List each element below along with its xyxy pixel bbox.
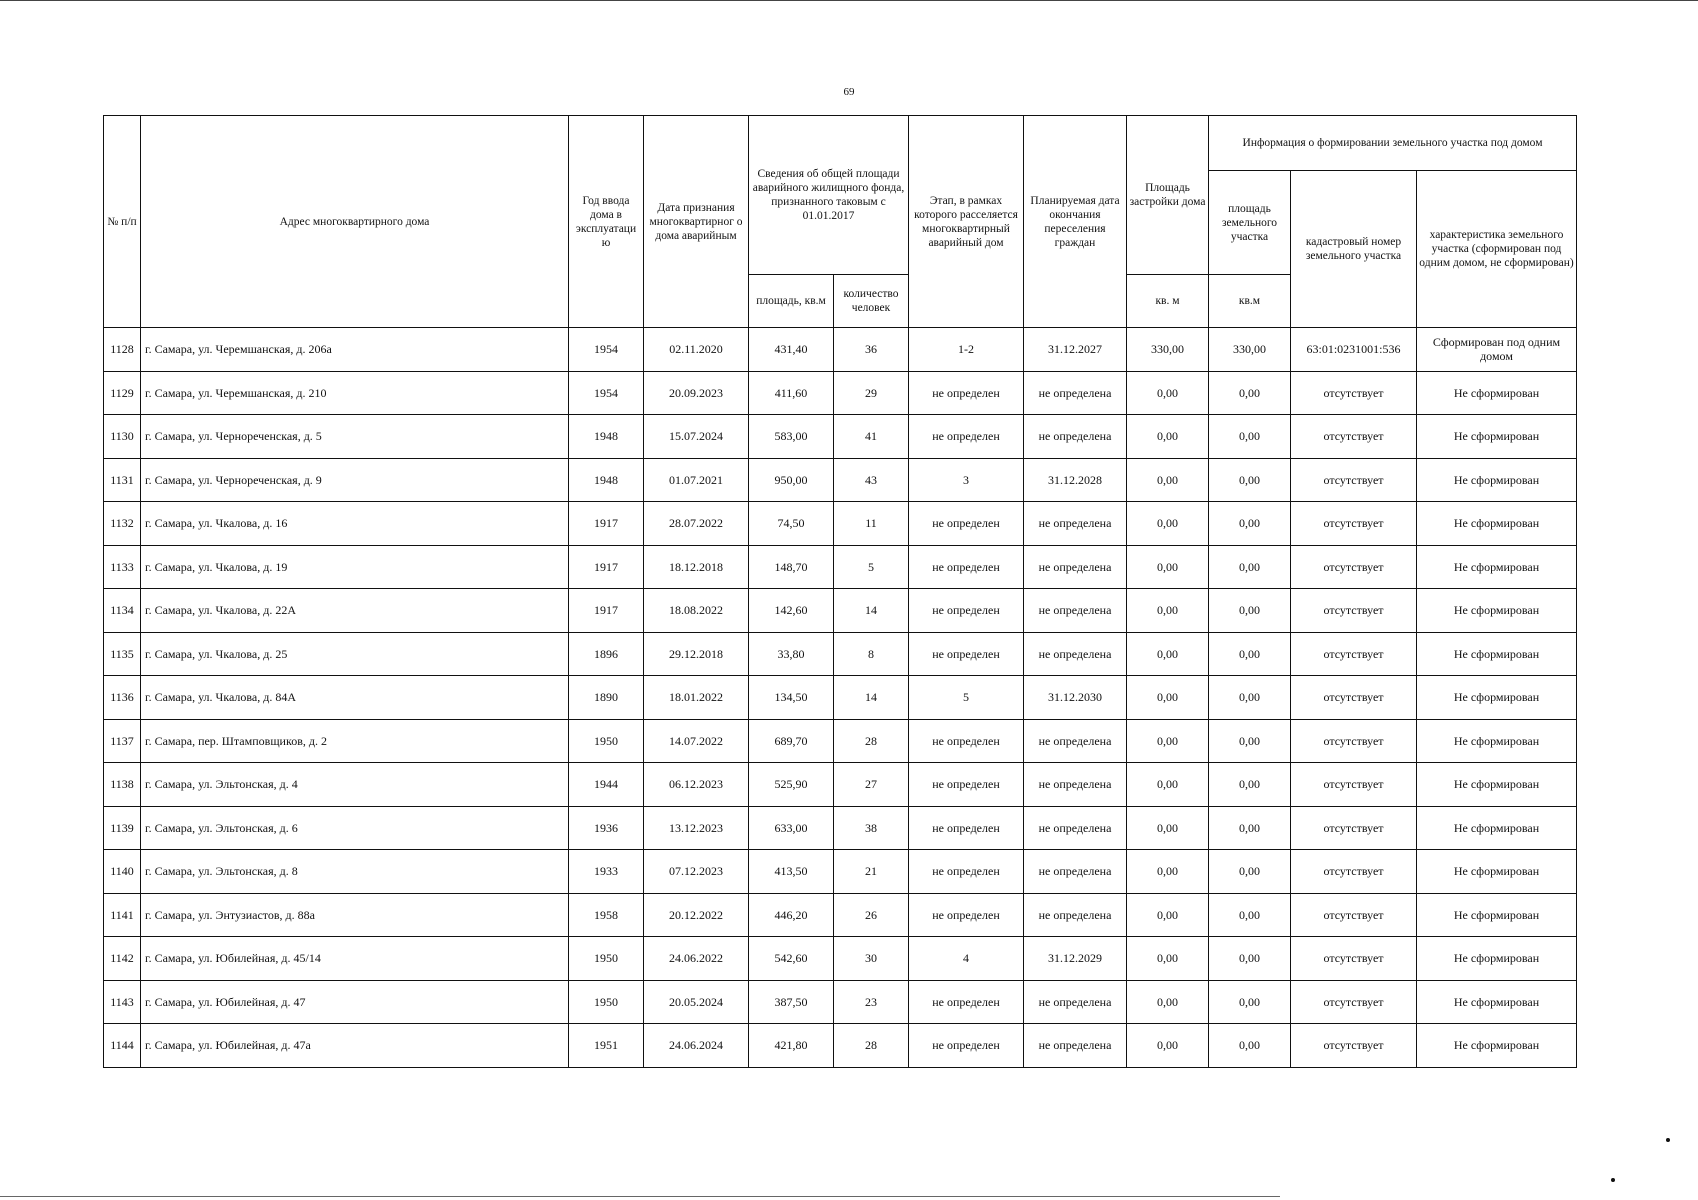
row-planned-date: не определена: [1024, 502, 1127, 546]
row-area: 148,70: [749, 545, 834, 589]
row-stage: не определен: [909, 1024, 1024, 1068]
row-land-area: 0,00: [1209, 763, 1291, 807]
row-address: г. Самара, ул. Эльтонская, д. 6: [141, 806, 569, 850]
row-address: г. Самара, ул. Чкалова, д. 16: [141, 502, 569, 546]
header-people: количество человек: [834, 275, 909, 328]
row-built-area: 0,00: [1127, 1024, 1209, 1068]
row-people: 28: [834, 719, 909, 763]
row-land-area: 0,00: [1209, 937, 1291, 981]
row-land-area: 0,00: [1209, 719, 1291, 763]
row-planned-date: не определена: [1024, 415, 1127, 459]
row-status: Не сформирован: [1417, 589, 1577, 633]
row-address: г. Самара, ул. Чкалова, д. 19: [141, 545, 569, 589]
header-stage: Этап, в рамках которого расселяется многоквартирный аварийный дом: [909, 116, 1024, 328]
row-status: Не сформирован: [1417, 676, 1577, 720]
row-recognition-date: 28.07.2022: [644, 502, 749, 546]
table-row: [104, 328, 1577, 372]
scan-dot: [1666, 1138, 1670, 1142]
row-recognition-date: 07.12.2023: [644, 850, 749, 894]
row-recognition-date: 29.12.2018: [644, 632, 749, 676]
table-body: [104, 328, 1577, 1068]
row-recognition-date: 18.01.2022: [644, 676, 749, 720]
row-built-area: 0,00: [1127, 893, 1209, 937]
row-stage: не определен: [909, 632, 1024, 676]
row-address: г. Самара, ул. Черемшанская, д. 206а: [141, 328, 569, 372]
row-address: г. Самара, ул. Энтузиастов, д. 88а: [141, 893, 569, 937]
header-land-area: площадь земельного участка: [1209, 171, 1291, 275]
table-row: [104, 632, 1577, 676]
row-cadastral: отсутствует: [1291, 458, 1417, 502]
row-people: 41: [834, 415, 909, 459]
row-address: г. Самара, ул. Черемшанская, д. 210: [141, 371, 569, 415]
row-year: 1950: [569, 980, 644, 1024]
row-built-area: 0,00: [1127, 545, 1209, 589]
row-stage: не определен: [909, 806, 1024, 850]
row-area: 525,90: [749, 763, 834, 807]
row-year: 1954: [569, 328, 644, 372]
table-row: [104, 502, 1577, 546]
row-planned-date: 31.12.2029: [1024, 937, 1127, 981]
header-cadastral: кадастровый номер земельного участка: [1291, 171, 1417, 328]
row-land-area: 0,00: [1209, 980, 1291, 1024]
row-cadastral: отсутствует: [1291, 371, 1417, 415]
row-year: 1944: [569, 763, 644, 807]
row-area: 689,70: [749, 719, 834, 763]
row-recognition-date: 18.12.2018: [644, 545, 749, 589]
row-address: г. Самара, ул. Эльтонская, д. 4: [141, 763, 569, 807]
row-stage: не определен: [909, 763, 1024, 807]
row-cadastral: отсутствует: [1291, 893, 1417, 937]
row-stage: не определен: [909, 589, 1024, 633]
row-address: г. Самара, ул. Чернореченская, д. 5: [141, 415, 569, 459]
row-cadastral: отсутствует: [1291, 763, 1417, 807]
row-number: 1142: [104, 937, 141, 981]
row-status: Не сформирован: [1417, 371, 1577, 415]
row-land-area: 0,00: [1209, 371, 1291, 415]
table-row: [104, 589, 1577, 633]
row-status: Не сформирован: [1417, 719, 1577, 763]
row-cadastral: отсутствует: [1291, 1024, 1417, 1068]
row-planned-date: не определена: [1024, 632, 1127, 676]
row-area: 134,50: [749, 676, 834, 720]
row-address: г. Самара, ул. Чкалова, д. 22А: [141, 589, 569, 633]
row-people: 43: [834, 458, 909, 502]
row-built-area: 0,00: [1127, 937, 1209, 981]
row-status: Не сформирован: [1417, 545, 1577, 589]
row-land-area: 330,00: [1209, 328, 1291, 372]
row-people: 36: [834, 328, 909, 372]
row-address: г. Самара, ул. Юбилейная, д. 47: [141, 980, 569, 1024]
row-year: 1950: [569, 937, 644, 981]
row-land-area: 0,00: [1209, 893, 1291, 937]
row-area: 413,50: [749, 850, 834, 894]
row-status: Не сформирован: [1417, 1024, 1577, 1068]
row-recognition-date: 14.07.2022: [644, 719, 749, 763]
row-planned-date: не определена: [1024, 371, 1127, 415]
table-row: [104, 371, 1577, 415]
row-land-area: 0,00: [1209, 1024, 1291, 1068]
table-row: [104, 850, 1577, 894]
row-planned-date: не определена: [1024, 806, 1127, 850]
row-built-area: 0,00: [1127, 415, 1209, 459]
row-number: 1134: [104, 589, 141, 633]
row-planned-date: не определена: [1024, 980, 1127, 1024]
header-land-area-unit: кв.м: [1209, 275, 1291, 328]
table-row: [104, 415, 1577, 459]
row-cadastral: отсутствует: [1291, 850, 1417, 894]
row-number: 1139: [104, 806, 141, 850]
header-built-area: Площадь застройки дома: [1127, 116, 1209, 275]
row-built-area: 0,00: [1127, 806, 1209, 850]
row-land-area: 0,00: [1209, 545, 1291, 589]
emergency-housing-table: [103, 115, 1577, 1068]
row-recognition-date: 20.05.2024: [644, 980, 749, 1024]
table-row: [104, 458, 1577, 502]
row-status: Не сформирован: [1417, 458, 1577, 502]
row-cadastral: отсутствует: [1291, 415, 1417, 459]
row-year: 1917: [569, 502, 644, 546]
row-status: Сформирован под одним домом: [1417, 328, 1577, 372]
row-planned-date: 31.12.2027: [1024, 328, 1127, 372]
row-built-area: 330,00: [1127, 328, 1209, 372]
row-built-area: 0,00: [1127, 763, 1209, 807]
row-planned-date: не определена: [1024, 850, 1127, 894]
table-row: [104, 719, 1577, 763]
row-stage: не определен: [909, 545, 1024, 589]
row-status: Не сформирован: [1417, 502, 1577, 546]
row-number: 1141: [104, 893, 141, 937]
row-year: 1958: [569, 893, 644, 937]
row-area: 411,60: [749, 371, 834, 415]
header-year: Год ввода дома в эксплуатаци ю: [569, 116, 644, 328]
row-people: 30: [834, 937, 909, 981]
row-stage: 3: [909, 458, 1024, 502]
row-recognition-date: 20.12.2022: [644, 893, 749, 937]
table-row: [104, 937, 1577, 981]
row-number: 1131: [104, 458, 141, 502]
row-status: Не сформирован: [1417, 850, 1577, 894]
row-planned-date: не определена: [1024, 763, 1127, 807]
header-recognition-date: Дата признания многоквартирног о дома аварийным: [644, 116, 749, 328]
table-row: [104, 676, 1577, 720]
row-status: Не сформирован: [1417, 632, 1577, 676]
row-recognition-date: 15.07.2024: [644, 415, 749, 459]
row-cadastral: 63:01:0231001:536: [1291, 328, 1417, 372]
header-area-info: Сведения об общей площади аварийного жилищного фонда, признанного таковым с 01.01.2017: [749, 116, 909, 275]
row-address: г. Самара, ул. Чкалова, д. 84А: [141, 676, 569, 720]
row-people: 29: [834, 371, 909, 415]
top-scan-line: [0, 0, 1698, 1]
row-address: г. Самара, ул. Чкалова, д. 25: [141, 632, 569, 676]
row-address: г. Самара, пер. Штамповщиков, д. 2: [141, 719, 569, 763]
row-stage: 5: [909, 676, 1024, 720]
row-status: Не сформирован: [1417, 980, 1577, 1024]
row-people: 8: [834, 632, 909, 676]
header-num: № п/п: [104, 116, 141, 328]
table-row: [104, 1024, 1577, 1068]
row-land-area: 0,00: [1209, 806, 1291, 850]
row-planned-date: 31.12.2028: [1024, 458, 1127, 502]
row-year: 1917: [569, 589, 644, 633]
row-planned-date: не определена: [1024, 545, 1127, 589]
row-address: г. Самара, ул. Чернореченская, д. 9: [141, 458, 569, 502]
row-area: 542,60: [749, 937, 834, 981]
row-stage: не определен: [909, 980, 1024, 1024]
scan-dot: [1611, 1178, 1615, 1182]
row-built-area: 0,00: [1127, 980, 1209, 1024]
row-stage: 4: [909, 937, 1024, 981]
row-cadastral: отсутствует: [1291, 980, 1417, 1024]
row-address: г. Самара, ул. Эльтонская, д. 8: [141, 850, 569, 894]
row-stage: 1-2: [909, 328, 1024, 372]
header-address: Адрес многоквартирного дома: [141, 116, 569, 328]
row-area: 421,80: [749, 1024, 834, 1068]
row-recognition-date: 06.12.2023: [644, 763, 749, 807]
row-planned-date: не определена: [1024, 893, 1127, 937]
row-planned-date: не определена: [1024, 589, 1127, 633]
row-built-area: 0,00: [1127, 719, 1209, 763]
row-people: 14: [834, 676, 909, 720]
row-area: 431,40: [749, 328, 834, 372]
row-status: Не сформирован: [1417, 937, 1577, 981]
header-planned-date: Планируемая дата окончания переселения граждан: [1024, 116, 1127, 328]
row-year: 1948: [569, 415, 644, 459]
row-land-area: 0,00: [1209, 676, 1291, 720]
row-stage: не определен: [909, 415, 1024, 459]
row-land-area: 0,00: [1209, 415, 1291, 459]
row-built-area: 0,00: [1127, 589, 1209, 633]
row-number: 1129: [104, 371, 141, 415]
row-cadastral: отсутствует: [1291, 632, 1417, 676]
row-planned-date: 31.12.2030: [1024, 676, 1127, 720]
row-stage: не определен: [909, 893, 1024, 937]
row-people: 27: [834, 763, 909, 807]
row-land-area: 0,00: [1209, 589, 1291, 633]
row-stage: не определен: [909, 502, 1024, 546]
header-area-sqm: площадь, кв.м: [749, 275, 834, 328]
table-row: [104, 545, 1577, 589]
row-number: 1130: [104, 415, 141, 459]
row-year: 1954: [569, 371, 644, 415]
row-status: Не сформирован: [1417, 806, 1577, 850]
row-built-area: 0,00: [1127, 850, 1209, 894]
header-characteristic: характеристика земельного участка (сформирован под одним домом, не сформирован): [1417, 171, 1577, 328]
row-cadastral: отсутствует: [1291, 545, 1417, 589]
table-row: [104, 806, 1577, 850]
row-number: 1137: [104, 719, 141, 763]
row-area: 142,60: [749, 589, 834, 633]
row-number: 1140: [104, 850, 141, 894]
row-recognition-date: 01.07.2021: [644, 458, 749, 502]
row-recognition-date: 13.12.2023: [644, 806, 749, 850]
row-stage: не определен: [909, 719, 1024, 763]
row-year: 1936: [569, 806, 644, 850]
row-land-area: 0,00: [1209, 632, 1291, 676]
row-built-area: 0,00: [1127, 458, 1209, 502]
row-people: 28: [834, 1024, 909, 1068]
row-year: 1890: [569, 676, 644, 720]
row-cadastral: отсутствует: [1291, 937, 1417, 981]
row-cadastral: отсутствует: [1291, 806, 1417, 850]
row-recognition-date: 24.06.2022: [644, 937, 749, 981]
row-recognition-date: 02.11.2020: [644, 328, 749, 372]
table-row: [104, 763, 1577, 807]
row-built-area: 0,00: [1127, 676, 1209, 720]
row-recognition-date: 24.06.2024: [644, 1024, 749, 1068]
bottom-scan-line: [0, 1196, 1280, 1197]
row-people: 11: [834, 502, 909, 546]
row-number: 1133: [104, 545, 141, 589]
row-area: 950,00: [749, 458, 834, 502]
row-planned-date: не определена: [1024, 1024, 1127, 1068]
row-year: 1896: [569, 632, 644, 676]
row-status: Не сформирован: [1417, 415, 1577, 459]
row-stage: не определен: [909, 371, 1024, 415]
row-stage: не определен: [909, 850, 1024, 894]
row-area: 633,00: [749, 806, 834, 850]
page-number: 69: [843, 86, 855, 98]
row-year: 1951: [569, 1024, 644, 1068]
row-area: 33,80: [749, 632, 834, 676]
row-number: 1132: [104, 502, 141, 546]
row-people: 5: [834, 545, 909, 589]
row-area: 583,00: [749, 415, 834, 459]
row-land-area: 0,00: [1209, 502, 1291, 546]
header-land-info: Информация о формировании земельного участка под домом: [1209, 116, 1577, 171]
row-year: 1933: [569, 850, 644, 894]
row-cadastral: отсутствует: [1291, 502, 1417, 546]
row-built-area: 0,00: [1127, 371, 1209, 415]
row-year: 1917: [569, 545, 644, 589]
row-area: 74,50: [749, 502, 834, 546]
row-people: 14: [834, 589, 909, 633]
row-people: 38: [834, 806, 909, 850]
row-number: 1128: [104, 328, 141, 372]
row-people: 23: [834, 980, 909, 1024]
row-people: 21: [834, 850, 909, 894]
row-number: 1144: [104, 1024, 141, 1068]
row-cadastral: отсутствует: [1291, 719, 1417, 763]
row-number: 1138: [104, 763, 141, 807]
row-status: Не сформирован: [1417, 893, 1577, 937]
table-row: [104, 980, 1577, 1024]
row-area: 446,20: [749, 893, 834, 937]
row-recognition-date: 18.08.2022: [644, 589, 749, 633]
row-built-area: 0,00: [1127, 502, 1209, 546]
row-recognition-date: 20.09.2023: [644, 371, 749, 415]
row-cadastral: отсутствует: [1291, 589, 1417, 633]
row-address: г. Самара, ул. Юбилейная, д. 45/14: [141, 937, 569, 981]
row-year: 1948: [569, 458, 644, 502]
row-number: 1136: [104, 676, 141, 720]
row-built-area: 0,00: [1127, 632, 1209, 676]
table-row: [104, 893, 1577, 937]
row-address: г. Самара, ул. Юбилейная, д. 47а: [141, 1024, 569, 1068]
row-area: 387,50: [749, 980, 834, 1024]
header-built-area-unit: кв. м: [1127, 275, 1209, 328]
row-cadastral: отсутствует: [1291, 676, 1417, 720]
row-people: 26: [834, 893, 909, 937]
row-number: 1143: [104, 980, 141, 1024]
row-year: 1950: [569, 719, 644, 763]
row-land-area: 0,00: [1209, 458, 1291, 502]
row-land-area: 0,00: [1209, 850, 1291, 894]
row-status: Не сформирован: [1417, 763, 1577, 807]
row-planned-date: не определена: [1024, 719, 1127, 763]
row-number: 1135: [104, 632, 141, 676]
